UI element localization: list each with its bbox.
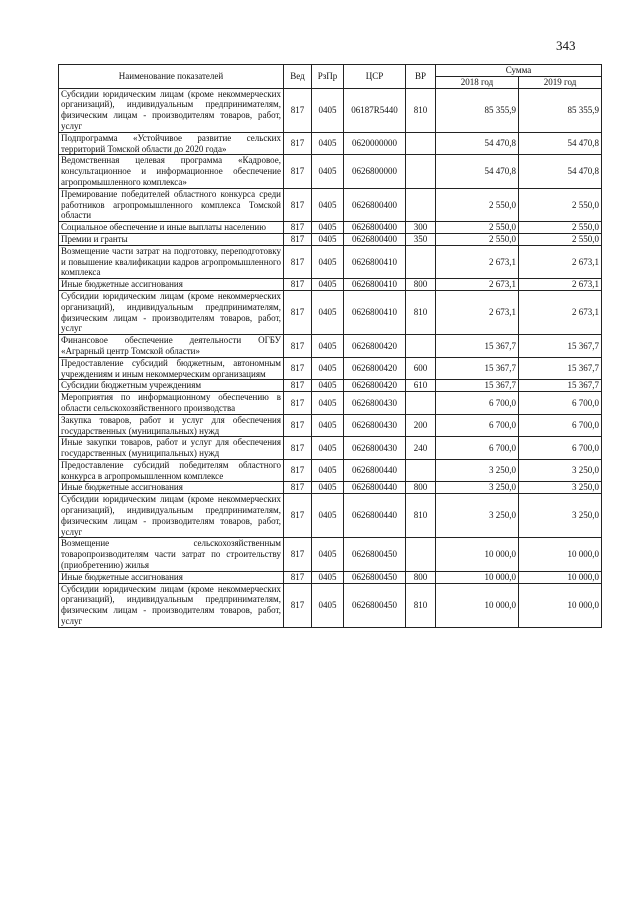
row-sum-2018: 10 000,0 (436, 583, 519, 627)
row-vr (406, 459, 436, 482)
row-sum-2019: 2 550,0 (519, 188, 602, 221)
row-name: Мероприятия по информационному обеспечению в области сельскохозяйственного производства (59, 392, 284, 415)
row-name: Субсидии юридическим лицам (кроме некоммерческих организаций), индивидуальным предпринимателям, физическим лицам - производителям товаров, работ, услуг (59, 583, 284, 627)
row-name: Финансовое обеспечение деятельности ОГБУ «Аграрный центр Томской области» (59, 335, 284, 358)
row-rzpr: 0405 (312, 482, 344, 494)
row-ved: 817 (284, 437, 312, 460)
row-sum-2019: 6 700,0 (519, 437, 602, 460)
row-csr: 0626800400 (344, 188, 406, 221)
row-name: Предоставление субсидий бюджетным, автономным учреждениям и иным некоммерческим организациям (59, 357, 284, 380)
row-ved: 817 (284, 245, 312, 278)
row-vr: 800 (406, 482, 436, 494)
row-rzpr: 0405 (312, 88, 344, 132)
row-rzpr: 0405 (312, 571, 344, 583)
header-year-2019: 2019 год (519, 76, 602, 88)
row-name: Субсидии юридическим лицам (кроме некоммерческих организаций), индивидуальным предпринимателям, физическим лицам - производителям товаров, работ, услуг (59, 88, 284, 132)
row-csr: 0626800410 (344, 290, 406, 334)
row-sum-2019: 2 550,0 (519, 233, 602, 245)
row-sum-2019: 6 700,0 (519, 392, 602, 415)
row-sum-2018: 54 470,8 (436, 155, 519, 188)
row-vr: 350 (406, 233, 436, 245)
row-ved: 817 (284, 222, 312, 234)
row-sum-2019: 85 355,9 (519, 88, 602, 132)
row-sum-2019: 2 673,1 (519, 279, 602, 291)
row-sum-2018: 2 673,1 (436, 245, 519, 278)
row-ved: 817 (284, 279, 312, 291)
row-csr: 0626800410 (344, 245, 406, 278)
row-name: Премии и гранты (59, 233, 284, 245)
header-vr: ВР (406, 65, 436, 89)
row-ved: 817 (284, 392, 312, 415)
row-name: Иные закупки товаров, работ и услуг для обеспечения государственных (муниципальных) нужд (59, 437, 284, 460)
row-ved: 817 (284, 290, 312, 334)
row-sum-2019: 10 000,0 (519, 538, 602, 571)
row-sum-2018: 85 355,9 (436, 88, 519, 132)
row-sum-2018: 15 367,7 (436, 357, 519, 380)
row-vr (406, 538, 436, 571)
row-csr: 0626800420 (344, 357, 406, 380)
header-sum: Сумма (436, 65, 602, 77)
table-row (59, 571, 602, 583)
table-body (59, 88, 602, 627)
row-vr: 810 (406, 583, 436, 627)
row-sum-2019: 2 673,1 (519, 245, 602, 278)
row-ved: 817 (284, 583, 312, 627)
row-name: Премирование победителей областного конкурса среди работников агропромышленного комплекса Томской области (59, 188, 284, 221)
row-name: Подпрограмма «Устойчивое развитие сельских территорий Томской области до 2020 года» (59, 132, 284, 155)
header-name: Наименование показателей (59, 65, 284, 89)
row-sum-2018: 15 367,7 (436, 380, 519, 392)
row-vr (406, 155, 436, 188)
row-name: Субсидии юридическим лицам (кроме некоммерческих организаций), индивидуальным предпринимателям, физическим лицам - производителям товаров, работ, услуг (59, 494, 284, 538)
row-vr (406, 245, 436, 278)
row-ved: 817 (284, 494, 312, 538)
row-ved: 817 (284, 88, 312, 132)
row-csr: 0626800450 (344, 571, 406, 583)
row-vr: 300 (406, 222, 436, 234)
row-sum-2019: 54 470,8 (519, 132, 602, 155)
row-rzpr: 0405 (312, 279, 344, 291)
row-vr: 810 (406, 290, 436, 334)
table-row (59, 414, 602, 437)
row-sum-2018: 2 550,0 (436, 188, 519, 221)
row-csr: 0626800000 (344, 155, 406, 188)
row-vr (406, 188, 436, 221)
row-sum-2019: 2 550,0 (519, 222, 602, 234)
row-csr: 0626800440 (344, 482, 406, 494)
row-ved: 817 (284, 459, 312, 482)
row-ved: 817 (284, 335, 312, 358)
row-rzpr: 0405 (312, 335, 344, 358)
table-row (59, 233, 602, 245)
row-ved: 817 (284, 380, 312, 392)
row-sum-2018: 6 700,0 (436, 437, 519, 460)
row-rzpr: 0405 (312, 583, 344, 627)
row-rzpr: 0405 (312, 188, 344, 221)
row-sum-2018: 2 673,1 (436, 279, 519, 291)
table-row (59, 132, 602, 155)
row-sum-2018: 3 250,0 (436, 459, 519, 482)
row-ved: 817 (284, 233, 312, 245)
row-name: Возмещение сельскохозяйственным товаропроизводителям части затрат по строительству (приобретению) жилья (59, 538, 284, 571)
row-rzpr: 0405 (312, 538, 344, 571)
row-vr: 200 (406, 414, 436, 437)
row-sum-2019: 54 470,8 (519, 155, 602, 188)
table-row (59, 357, 602, 380)
row-sum-2018: 2 550,0 (436, 222, 519, 234)
row-csr: 0626800440 (344, 459, 406, 482)
row-sum-2018: 3 250,0 (436, 494, 519, 538)
row-ved: 817 (284, 357, 312, 380)
row-csr: 0626800430 (344, 437, 406, 460)
row-csr: 0626800400 (344, 222, 406, 234)
row-sum-2018: 15 367,7 (436, 335, 519, 358)
row-sum-2019: 3 250,0 (519, 482, 602, 494)
row-rzpr: 0405 (312, 437, 344, 460)
row-vr: 810 (406, 88, 436, 132)
table-row (59, 155, 602, 188)
row-sum-2019: 15 367,7 (519, 380, 602, 392)
row-rzpr: 0405 (312, 155, 344, 188)
row-sum-2019: 3 250,0 (519, 494, 602, 538)
row-csr: 0626800450 (344, 583, 406, 627)
row-sum-2019: 10 000,0 (519, 571, 602, 583)
row-sum-2018: 3 250,0 (436, 482, 519, 494)
row-sum-2019: 2 673,1 (519, 290, 602, 334)
row-rzpr: 0405 (312, 392, 344, 415)
table-row (59, 279, 602, 291)
row-name: Иные бюджетные ассигнования (59, 482, 284, 494)
row-name: Субсидии бюджетным учреждениям (59, 380, 284, 392)
row-rzpr: 0405 (312, 414, 344, 437)
row-name: Субсидии юридическим лицам (кроме некоммерческих организаций), индивидуальным предпринимателям, физическим лицам - производителям товаров, работ, услуг (59, 290, 284, 334)
row-rzpr: 0405 (312, 222, 344, 234)
row-name: Предоставление субсидий победителям областного конкурса в агропромышленном комплексе (59, 459, 284, 482)
row-ved: 817 (284, 571, 312, 583)
row-name: Иные бюджетные ассигнования (59, 279, 284, 291)
row-ved: 817 (284, 155, 312, 188)
row-csr: 0626800420 (344, 380, 406, 392)
row-sum-2019: 15 367,7 (519, 335, 602, 358)
row-name: Закупка товаров, работ и услуг для обеспечения государственных (муниципальных) нужд (59, 414, 284, 437)
row-ved: 817 (284, 414, 312, 437)
row-vr (406, 335, 436, 358)
table-row (59, 437, 602, 460)
row-vr: 610 (406, 380, 436, 392)
row-ved: 817 (284, 132, 312, 155)
row-name: Иные бюджетные ассигнования (59, 571, 284, 583)
row-sum-2018: 2 673,1 (436, 290, 519, 334)
row-ved: 817 (284, 188, 312, 221)
table-row (59, 188, 602, 221)
row-csr: 0626800430 (344, 392, 406, 415)
row-vr: 800 (406, 571, 436, 583)
row-vr: 240 (406, 437, 436, 460)
header-ved: Вед (284, 65, 312, 89)
row-name: Возмещение части затрат на подготовку, переподготовку и повышение квалификации кадров агропромышленного комплекса (59, 245, 284, 278)
row-vr: 600 (406, 357, 436, 380)
table-row (59, 245, 602, 278)
row-rzpr: 0405 (312, 380, 344, 392)
header-rzpr: РзПр (312, 65, 344, 89)
header-year-2018: 2018 год (436, 76, 519, 88)
row-vr (406, 392, 436, 415)
row-csr: 0620000000 (344, 132, 406, 155)
row-rzpr: 0405 (312, 494, 344, 538)
table-row (59, 459, 602, 482)
row-rzpr: 0405 (312, 357, 344, 380)
row-vr: 810 (406, 494, 436, 538)
row-sum-2019: 6 700,0 (519, 414, 602, 437)
header-csr: ЦСР (344, 65, 406, 89)
table-row (59, 494, 602, 538)
table-row (59, 222, 602, 234)
row-csr: 06187R5440 (344, 88, 406, 132)
budget-table (58, 64, 602, 628)
row-name: Социальное обеспечение и иные выплаты населению (59, 222, 284, 234)
row-ved: 817 (284, 482, 312, 494)
row-csr: 0626800400 (344, 233, 406, 245)
table-row (59, 335, 602, 358)
row-csr: 0626800420 (344, 335, 406, 358)
row-rzpr: 0405 (312, 245, 344, 278)
row-sum-2018: 6 700,0 (436, 414, 519, 437)
row-ved: 817 (284, 538, 312, 571)
table-header (59, 65, 602, 89)
page-number: 343 (556, 38, 576, 53)
row-vr (406, 132, 436, 155)
table-row (59, 290, 602, 334)
row-sum-2018: 54 470,8 (436, 132, 519, 155)
row-sum-2019: 10 000,0 (519, 583, 602, 627)
row-sum-2019: 3 250,0 (519, 459, 602, 482)
table-row (59, 380, 602, 392)
row-vr: 800 (406, 279, 436, 291)
row-name: Ведомственная целевая программа «Кадровое, консультационное и информационное обеспечение агропромышленного комплекса» (59, 155, 284, 188)
row-csr: 0626800430 (344, 414, 406, 437)
table-row (59, 88, 602, 132)
row-sum-2018: 6 700,0 (436, 392, 519, 415)
table-row (59, 583, 602, 627)
row-sum-2019: 15 367,7 (519, 357, 602, 380)
row-csr: 0626800440 (344, 494, 406, 538)
row-rzpr: 0405 (312, 132, 344, 155)
row-sum-2018: 2 550,0 (436, 233, 519, 245)
table-row (59, 482, 602, 494)
table-row (59, 392, 602, 415)
table-row (59, 538, 602, 571)
row-sum-2018: 10 000,0 (436, 571, 519, 583)
row-csr: 0626800410 (344, 279, 406, 291)
row-rzpr: 0405 (312, 233, 344, 245)
row-rzpr: 0405 (312, 290, 344, 334)
row-csr: 0626800450 (344, 538, 406, 571)
row-sum-2018: 10 000,0 (436, 538, 519, 571)
row-rzpr: 0405 (312, 459, 344, 482)
